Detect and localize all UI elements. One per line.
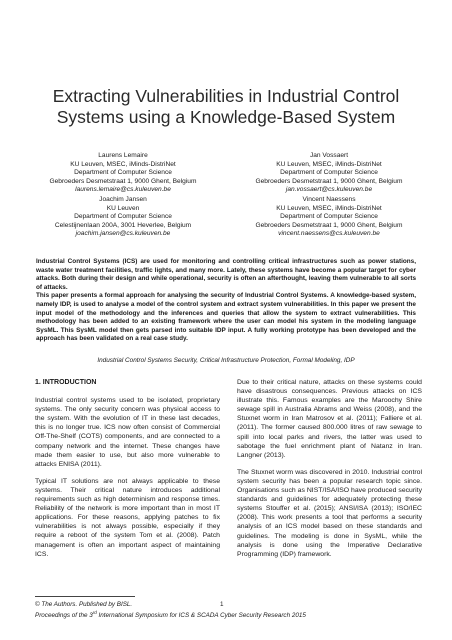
copyright-line: © The Authors. Published by BISL. [35, 601, 133, 608]
keywords: Industrial Control Systems Security, Critical Infrastructure Protection, Formal Modeling, IDP [97, 357, 355, 364]
author-name: Joachim Jansen [99, 196, 147, 203]
proceedings-prefix: Proceedings of the 3 [35, 612, 93, 620]
proceedings-suffix: International Symposium for ICS & SCADA Cyber Security Research 2015 [96, 612, 306, 620]
body-column-right [237, 378, 422, 567]
author-name: Laurens Lemaire [98, 152, 148, 159]
author-card [20, 196, 226, 239]
abstract-paragraph: Industrial Control Systems (ICS) are used for monitoring and controlling critical infrastructures such as power stations, waste water treatment facilities, traffic lights, and many more. Lately, these systems have become a popular target for cyber attacks. Both during their design and while operational, security is often an afterthought, leaving them vulnerable to all sorts of attacks. [36, 258, 416, 291]
page-number: 1 [220, 601, 224, 608]
section-heading: 1. INTRODUCTION [35, 379, 97, 386]
author-name: Jan Vossaert [309, 152, 349, 159]
body-paragraph: Due to their critical nature, attacks on these systems could have disastrous consequences. Previous attacks on ICS illustrate this. Famous examples are the Maroochy Shire sewage spill in Australia Abrams and Weiss (2008), and the Stuxnet worm in Iran Matrosov et al. (2011); Falliere et al. (2011). The former caused 800.000 litres of raw sewage to spill into local parks and rivers, the latter was used to sabotage the fuel enrichment plant of Natanz in Iran. Langner (2013). [237, 379, 422, 459]
author-affiliation: KU Leuven, MSEC, iMinds-DistriNet [276, 204, 382, 212]
author-affiliation: KU Leuven, MSEC, iMinds-DistriNet [276, 160, 382, 168]
author-name: Vincent Naessens [302, 196, 356, 203]
author-department: Department of Computer Science [74, 169, 172, 177]
author-email: laurens.lemaire@cs.kuleuven.be [75, 186, 171, 194]
author-address: Celestijnenlaan 200A, 3001 Heverlee, Belgium [54, 221, 192, 229]
author-department: Department of Computer Science [280, 213, 378, 221]
body-paragraph: Typical IT solutions are not always applicable to these systems. Their critical nature introduces additional requirements such as high determinism and response times. Reliability of the network is more important than in most IT applications. For these reasons, applying patches to fix vulnerabilities is not always possible, especially if they require a reboot of the system Tom et al. (2008). Patch management is often an important aspect of maintaining ICS. [35, 477, 220, 558]
abstract [36, 258, 416, 344]
author-department: Department of Computer Science [280, 169, 378, 177]
author-address: Gebroeders Desmetstraat 1, 9000 Ghent, Belgium [255, 221, 403, 229]
author-affiliation: KU Leuven [106, 204, 140, 212]
author-address: Gebroeders Desmetstraat 1, 9000 Ghent, Belgium [255, 177, 403, 185]
author-card [226, 196, 432, 239]
author-address: Gebroeders Desmetstraat 1, 9000 Ghent, Belgium [49, 177, 197, 185]
proceedings-ordinal: rd [92, 610, 97, 616]
body-paragraph: The Stuxnet worm was discovered in 2010. Industrial control system security has been a popular research topic since. Organisations such as NIST/ISA/ISO have produced security standards and guidelines for adequately protecting these systems Stouffer et al. (2015); ANSI/ISA (2013); ISO/IEC (2008). This work presents a tool that performs a security analysis of an ICS model based on these standards and guidelines. The modeling is done in SysML, while the analysis is done using the Imperative Declarative Programming (IDP) framework. [237, 468, 422, 558]
author-email: joachim.jansen@cs.kuleuven.be [75, 230, 171, 238]
author-department: Department of Computer Science [74, 213, 172, 221]
footer [35, 601, 425, 621]
proceedings-line [35, 609, 425, 621]
author-email: jan.vossaert@cs.kuleuven.be [285, 186, 373, 194]
author-card [226, 152, 432, 195]
body-paragraph: Industrial control systems used to be isolated, proprietary systems. The only security concern was physical access to the system. With the evolution of IT in these last decades, this is no longer true. ICS now often consist of Commercial Off-The-Shelf (COTS) components, and are connected to a company network and the internet. These changes have made them easier to use, but also more vulnerable to attacks ENISA (2011). [35, 397, 220, 468]
author-card [20, 152, 226, 195]
author-email: vincent.naessens@cs.kuleuven.be [278, 230, 380, 238]
paper-title: Extracting Vulnerabilities in Industrial Control Systems using a Knowledge-Based System [52, 86, 400, 127]
body-column-left [35, 378, 220, 567]
footer-divider [35, 596, 135, 597]
author-affiliation: KU Leuven, MSEC, iMinds-DistriNet [70, 160, 176, 168]
abstract-paragraph: This paper presents a formal approach for analysing the security of Industrial Control Systems. A knowledge-based system, namely IDP, is used to analyse a model of the control system and extract system vulnerabilities. In this paper we present the input model of the methodology and the inferences and queries that allow the system to extract vulnerabilities. This methodology has been added to an existing framework where the user can model his system in the modeling language SysML. This SysML model then gets parsed into suitable IDP input. A fully working prototype has been developed and the approach has been validated on a real case study. [36, 292, 416, 343]
